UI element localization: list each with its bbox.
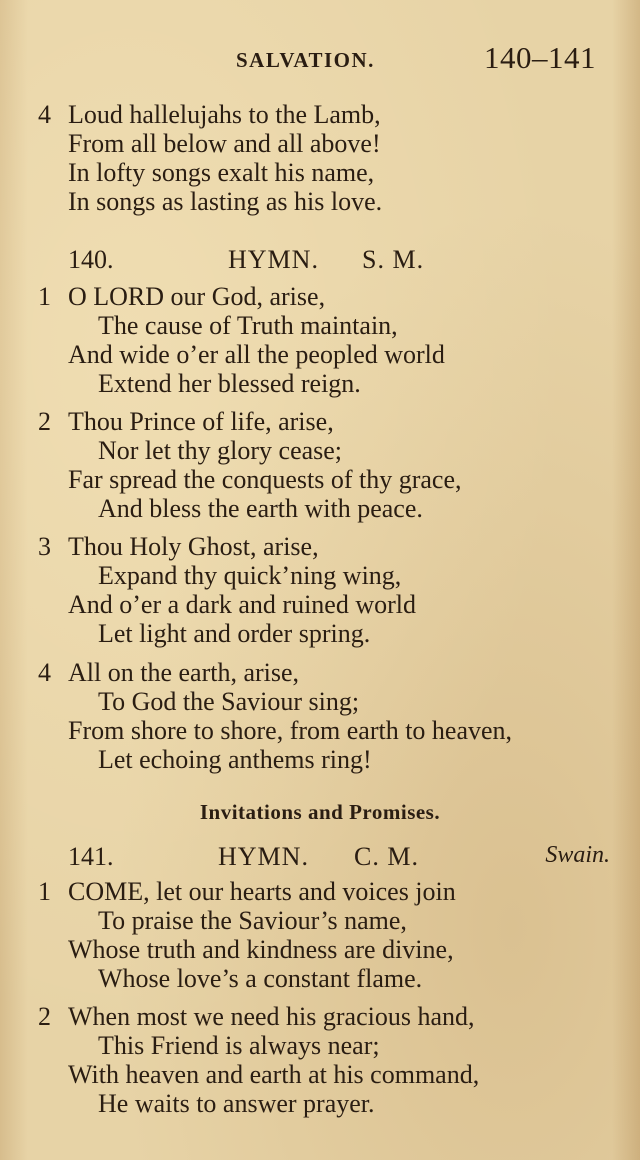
verse-line: Nor let thy glory cease; bbox=[98, 436, 343, 465]
verse-line: With heaven and earth at his command, bbox=[68, 1060, 480, 1089]
verse-line: To praise the Saviour’s name, bbox=[98, 906, 407, 935]
verse-line: Far spread the conquests of thy grace, bbox=[68, 465, 462, 494]
verse-line: COME, let our hearts and voices join bbox=[68, 877, 456, 906]
stanza-number: 4 bbox=[38, 100, 51, 129]
verse-line: O LORD our God, arise, bbox=[68, 282, 326, 311]
verse-line: Let light and order spring. bbox=[98, 619, 371, 648]
stanza-number: 4 bbox=[38, 658, 51, 687]
verse-line: Whose truth and kindness are divine, bbox=[68, 935, 454, 964]
stanza-number: 3 bbox=[38, 532, 51, 561]
stanza-number: 1 bbox=[38, 282, 51, 311]
section-title: Invitations and Promises. bbox=[199, 800, 441, 824]
hymn-number: 141. bbox=[68, 842, 114, 871]
hymn-number: 140. bbox=[68, 245, 114, 274]
verse-line: Whose love’s a constant flame. bbox=[98, 964, 423, 993]
verse-line: From all below and all above! bbox=[68, 129, 381, 158]
hymn-141-heading bbox=[0, 842, 640, 874]
hymn-meter: S. M. bbox=[362, 245, 425, 274]
verse-line: To God the Saviour sing; bbox=[98, 687, 360, 716]
verse-line: He waits to answer prayer. bbox=[98, 1089, 375, 1118]
verse-line: And bless the earth with peace. bbox=[98, 494, 423, 523]
verse-line: And wide o’er all the peopled world bbox=[68, 340, 445, 369]
verse-line: Extend her blessed reign. bbox=[98, 369, 361, 398]
running-head-page-numbers: 140–141 bbox=[484, 40, 596, 75]
hymn-label: HYMN. bbox=[218, 842, 309, 871]
verse-line: The cause of Truth maintain, bbox=[98, 311, 398, 340]
running-head bbox=[0, 40, 640, 80]
verse-line: Thou Holy Ghost, arise, bbox=[68, 532, 319, 561]
verse-line: And o’er a dark and ruined world bbox=[68, 590, 416, 619]
verse-line: When most we need his gracious hand, bbox=[68, 1002, 475, 1031]
stanza-number: 2 bbox=[38, 1002, 51, 1031]
verse-line: Loud hallelujahs to the Lamb, bbox=[68, 100, 381, 129]
verse-line: Thou Prince of life, arise, bbox=[68, 407, 334, 436]
stanza-number: 2 bbox=[38, 407, 51, 436]
verse-line: In songs as lasting as his love. bbox=[68, 187, 383, 216]
hymn-label: HYMN. bbox=[228, 245, 319, 274]
hymn-author: Swain. bbox=[545, 842, 610, 868]
hymn-meter: C. M. bbox=[354, 842, 419, 871]
verse-line: Expand thy quick’ning wing, bbox=[98, 561, 402, 590]
stanza-number: 1 bbox=[38, 877, 51, 906]
verse-line: All on the earth, arise, bbox=[68, 658, 300, 687]
running-head-title: SALVATION. bbox=[236, 48, 375, 72]
verse-line: This Friend is always near; bbox=[98, 1031, 380, 1060]
verse-line: In lofty songs exalt his name, bbox=[68, 158, 375, 187]
verse-line: Let echoing anthems ring! bbox=[98, 745, 372, 774]
hymn-140-heading bbox=[0, 245, 640, 277]
verse-line: From shore to shore, from earth to heaven, bbox=[68, 716, 513, 745]
